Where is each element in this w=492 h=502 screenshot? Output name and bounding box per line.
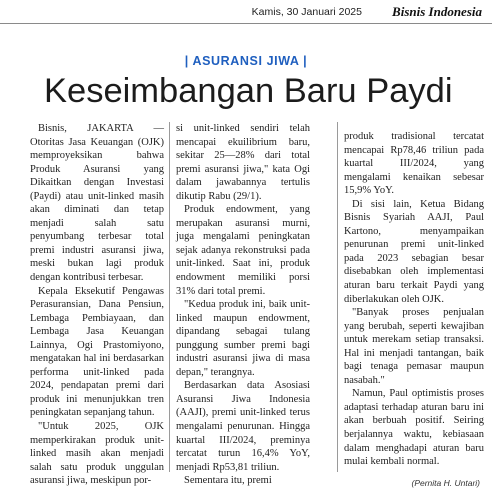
page-header (0, 0, 492, 24)
paragraph: Kepala Eksekutif Pengawas Perasuransian, Dana Pensiun, Lembaga Pembiayaan, dan Lembaga Jasa Keuangan Lainnya, Ogi Prastomiyono, mengatakan hal ini berdasarkan performa unit-linked pada 2024, pendapatan premi dari produk ini menunjukkan tren peningkatan sepanjang tahun. (30, 285, 164, 419)
paragraph: Namun, Paul optimistis proses adaptasi terhadap aturan baru ini akan berbuah positif. Seiring berjalannya waktu, kebiasaan dalam menghadapi aturan baru mulai kembali normal. (344, 388, 484, 468)
paragraph: si unit-linked sendiri telah mencapai ekuilibrium baru, sekitar 25—28% dari total premi asuransi jiwa," kata Ogi dalam jawabannya tertulis dikutip Rabu (29/1). (176, 123, 310, 202)
paragraph: "Banyak proses penjualan yang berubah, seperti kewajiban untuk merekam setiap transaksi. Hal ini menjadi tantangan, baik bagi tenaga pemasar maupun nasabah." (344, 307, 484, 386)
paragraph: Produk endowment, yang merupakan asuransi murni, juga mengalami peningkatan sejak adanya rekonstruksi pada unit-linked. Saat ini, produk endowment memiliki porsi 31% dari total premi. (176, 204, 310, 297)
article-column-3 (344, 130, 484, 469)
section-rubric: | ASURANSI JIWA | (184, 54, 308, 68)
newspaper-brand: Bisnis Indonesia (392, 4, 482, 19)
paragraph: Di sisi lain, Ketua Bidang Bisnis Syariah AAJI, Paul Kartono, menyampaikan penurunan premi unit-linked pada 2023 sebagian besar disebabkan oleh implementasi aturan baru terkait Paydi yang diberlakukan oleh OJK. (344, 198, 484, 305)
paragraph: "Untuk 2025, OJK memperkirakan produk unit-linked masih akan menjadi salah satu produk unggulan asuransi jiwa, meskipun por- (30, 421, 164, 487)
paragraph: produk tradisional tercatat mencapai Rp78,46 triliun pada kuartal III/2024, yang mengalami kenaikan sebesar 15,9% YoY. (344, 131, 484, 197)
article-headline: Keseimbangan Baru Paydi (44, 72, 453, 110)
paragraph: "Kedua produk ini, baik unit-linked maupun endowment, dipandang sebagai tulang punggung sumber premi bagi industri asuransi jiwa di masa depan," terangnya. (176, 299, 310, 378)
paragraph: Bisnis, JAKARTA — Otoritas Jasa Keuangan (OJK) memproyeksikan bahwa Produk Asuransi yang Dikaitkan dengan Investasi (Paydi) atau unit-linked masih akan diminati dan tetap menjadi salah satu penyumbang terbesar total premi industri asuransi jiwa, meski bukan lagi produk dengan kontribusi terbesar. (30, 123, 164, 284)
publication-date: Kamis, 30 Januari 2025 (251, 6, 362, 18)
article-column-1 (30, 122, 164, 488)
author-credit: (Pernita H. Untari) (411, 478, 480, 488)
column-divider (169, 122, 170, 472)
article-column-2 (176, 122, 310, 488)
paragraph: Berdasarkan data Asosiasi Asuransi Jiwa Indonesia (AAJI), premi unit-linked terus mengalami penurunan. Hingga kuartal III/2024, preminya tercatat turun 16,4% YoY, menjadi Rp53,81 triliun. (176, 380, 310, 473)
paragraph: Sementara itu, premi (184, 475, 272, 487)
column-divider (337, 122, 338, 472)
